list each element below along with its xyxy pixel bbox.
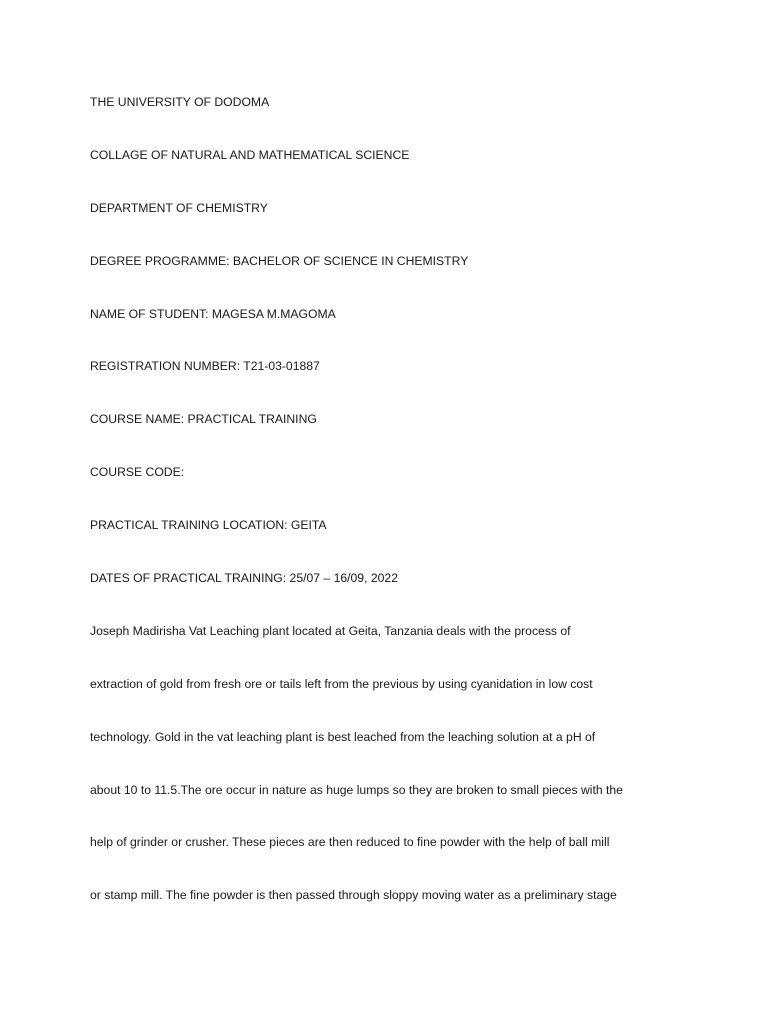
body-paragraph-line: about 10 to 11.5.The ore occur in nature as huge lumps so they are broken to small pieces with the	[90, 782, 623, 797]
body-paragraph-line: help of grinder or crusher. These pieces are then reduced to fine powder with the help of ball mill	[90, 835, 610, 850]
document-content	[90, 93, 690, 939]
university-name: THE UNIVERSITY OF DODOMA	[90, 95, 270, 109]
course-code: COURSE CODE:	[90, 465, 185, 480]
body-paragraph-line: extraction of gold from fresh ore or tails left from the previous by using cyanidation in low cost	[90, 676, 593, 691]
training-dates: DATES OF PRACTICAL TRAINING: 25/07 – 16/09, 2022	[90, 571, 398, 586]
training-location: PRACTICAL TRAINING LOCATION: GEITA	[90, 518, 327, 533]
course-name: COURSE NAME: PRACTICAL TRAINING	[90, 412, 317, 427]
student-name: NAME OF STUDENT: MAGESA M.MAGOMA	[90, 306, 336, 321]
body-paragraph-line: technology. Gold in the vat leaching plant is best leached from the leaching solution at a pH of	[90, 729, 596, 744]
department-name: DEPARTMENT OF CHEMISTRY	[90, 200, 268, 215]
registration-number: REGISTRATION NUMBER: T21-03-01887	[90, 359, 320, 374]
degree-programme: DEGREE PROGRAMME: BACHELOR OF SCIENCE IN CHEMISTRY	[90, 253, 469, 268]
body-paragraph-line: or stamp mill. The fine powder is then passed through sloppy moving water as a preliminary stage	[90, 888, 617, 903]
body-paragraph-line: Joseph Madirisha Vat Leaching plant located at Geita, Tanzania deals with the process of	[90, 623, 571, 638]
college-name: COLLAGE OF NATURAL AND MATHEMATICAL SCIENCE	[90, 147, 410, 162]
